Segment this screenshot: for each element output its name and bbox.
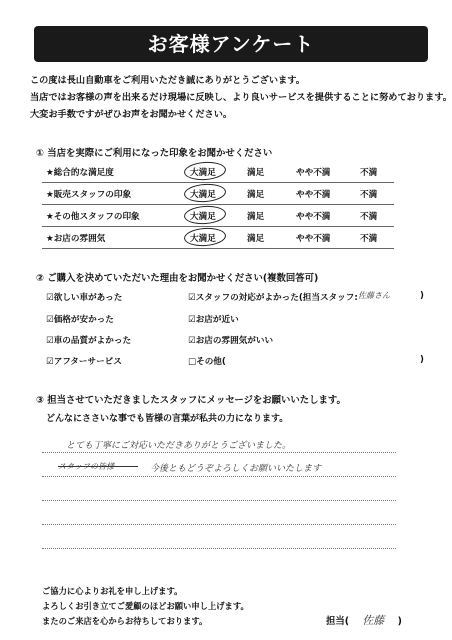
option-good[interactable]: 満足 [247,234,265,244]
reason-checkbox[interactable]: ☑欲しい車があった [46,293,123,303]
message-line: 今後ともどうぞよろしくお願いいたします [150,464,322,474]
rating-row [42,206,394,227]
q1-heading: ① 当店を実際にご利用になった印象をお聞かせください [36,148,273,159]
option-great[interactable]: 大満足 [190,190,216,200]
rating-row [42,162,394,183]
reason-checkbox[interactable]: □その他( [188,357,226,367]
q3-heading: ③ 担当させていただきましたスタッフにメッセージをお願いいたします。 [36,395,346,406]
survey-title: お客様アンケート [34,26,428,62]
row-label: ★総合的な満足度 [46,168,114,178]
staff-signature [326,612,402,628]
intro-line: この度は長山自動車をご利用いただき誠にありがとうございます。 [30,75,305,86]
option-great[interactable]: 大満足 [190,212,216,222]
intro-line: 大変お手数ですがぜひお声をお聞かせください。 [30,109,233,120]
strike-line [58,466,138,467]
intro-line: 当店ではお客様の声を出来るだけ現場に反映し、より良いサービスを提供することに努めております。 [30,92,452,103]
option-good[interactable]: 満足 [247,190,265,200]
reason-checkbox[interactable]: ☑お店が近い [188,315,239,325]
row-label: ★お店の雰囲気 [46,234,106,244]
option-great[interactable]: 大満足 [190,168,216,178]
row-label: ★販売スタッフの印象 [46,190,132,200]
row-label: ★その他スタッフの印象 [46,212,140,222]
q2-heading: ② ご購入を決めていただいた理由をお聞かせください(複数回答可) [36,273,319,284]
footer-line: よろしくお引き立てご愛顧のほどお願い申し上げます。 [42,601,249,611]
message-line: とても丁寧にご対応いただきありがとうございました。 [66,441,292,451]
option-great[interactable]: 大満足 [190,234,216,244]
staff-name-handwritten: 佐藤さん [358,291,390,300]
option-bad[interactable]: 不満 [360,168,378,178]
option-somewhat-bad[interactable]: やや不満 [296,212,331,222]
footer-thanks [42,584,249,629]
reason-checkbox[interactable]: ☑価格が安かった [46,315,114,325]
staff-label: 担当( [326,616,350,627]
option-somewhat-bad[interactable]: やや不満 [296,168,331,178]
message-rule [42,500,396,501]
rating-row [42,228,394,249]
q3-subheading: どんなにささいな事でも皆様の言葉が私共の力になります。 [46,414,289,424]
footer-line: ご協力に心よりお礼を申し上げます。 [42,586,183,596]
message-rule [42,548,396,549]
option-bad[interactable]: 不満 [360,190,378,200]
option-bad[interactable]: 不満 [360,234,378,244]
staff-name: 佐藤 [362,614,385,627]
option-bad[interactable]: 不満 [360,212,378,222]
option-good[interactable]: 満足 [247,212,265,222]
option-good[interactable]: 満足 [247,168,265,178]
reason-checkbox[interactable]: ☑スタッフの対応がよかった(担当スタッフ: [188,293,358,303]
option-somewhat-bad[interactable]: やや不満 [296,190,331,200]
staff-close: ) [397,616,402,627]
reason-checkbox[interactable]: ☑アフターサービス [46,357,122,367]
reason-checkbox[interactable]: ☑お店の雰囲気がいい [188,336,274,346]
intro-text [30,72,452,123]
option-somewhat-bad[interactable]: やや不満 [296,234,331,244]
message-rule [42,452,396,453]
struck-text: スタッフの皆様 [58,462,114,471]
rating-row [42,184,394,205]
footer-line: またのご来店を心からお待ちしております。 [42,616,208,626]
close-paren: ) [420,291,424,301]
close-paren: ) [420,355,424,365]
reason-checkbox[interactable]: ☑車の品質がよかった [46,336,132,346]
message-rule [42,524,396,525]
message-rule [42,476,396,477]
